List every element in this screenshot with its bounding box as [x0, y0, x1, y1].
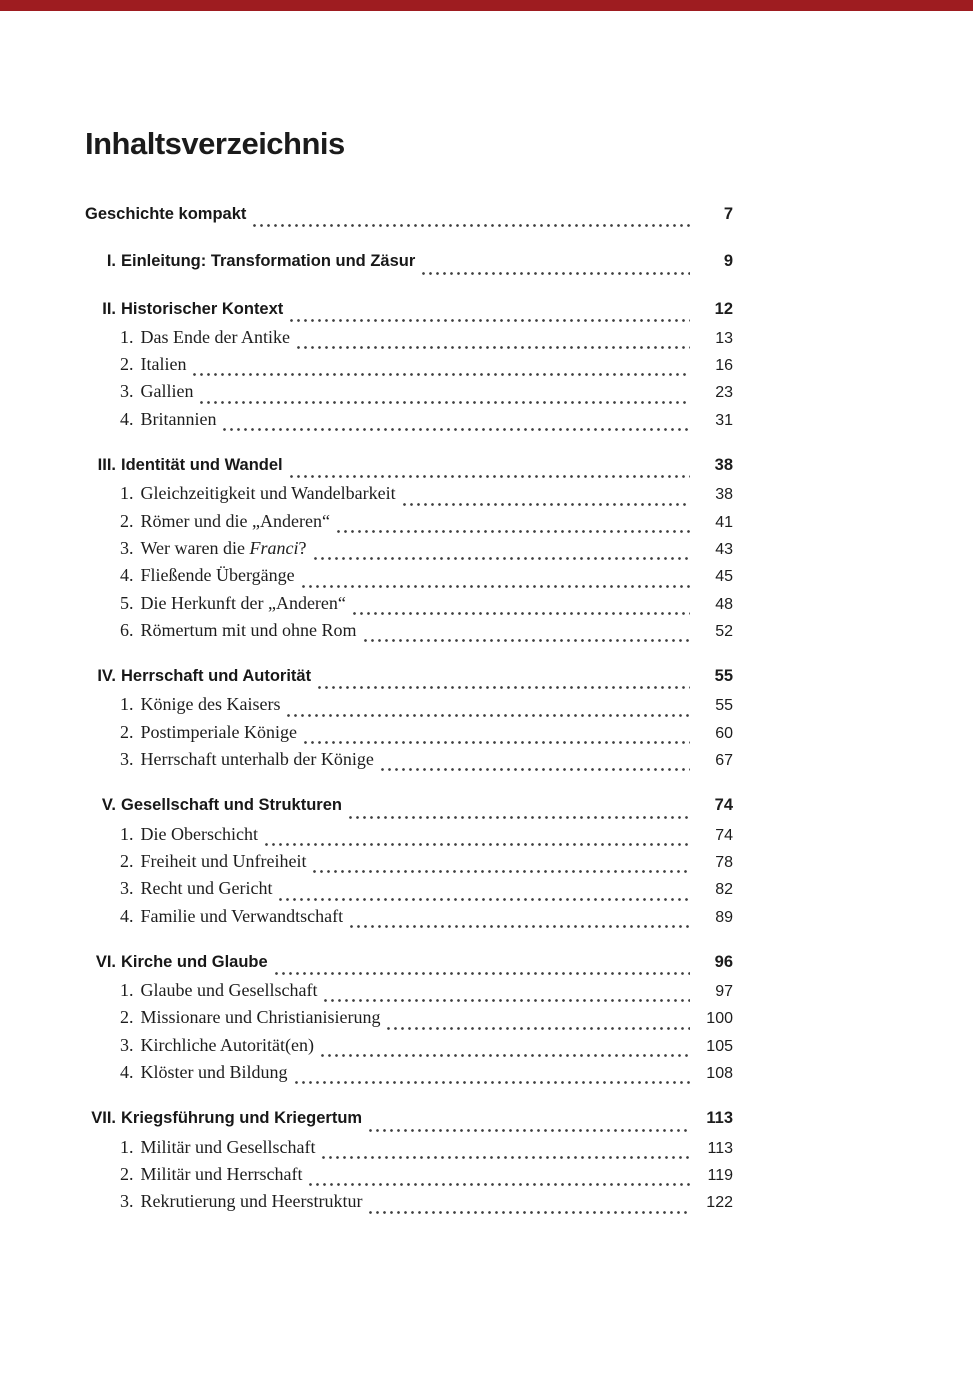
entry-label: Könige des Kaisers: [140, 694, 281, 715]
toc-row: [85, 327, 733, 354]
entry-label: Fließende Übergänge: [140, 565, 295, 586]
page-number: 119: [707, 1166, 733, 1184]
dot-leader: [290, 319, 690, 322]
toc-row: [85, 851, 733, 878]
page-number: 7: [723, 205, 733, 223]
toc-row: [85, 1109, 733, 1136]
dot-leader: [223, 428, 690, 431]
dot-leader: [321, 1054, 690, 1057]
toc-row: [85, 1062, 733, 1089]
page-number: 9: [723, 252, 733, 271]
toc-group: [85, 796, 733, 932]
entry-number: 3.: [120, 749, 134, 770]
dot-leader: [313, 870, 690, 873]
page-number: 113: [706, 1109, 733, 1128]
toc-row: [85, 205, 733, 232]
dot-leader: [309, 1183, 690, 1186]
toc-group: [85, 252, 733, 279]
entry-label: Familie und Verwandtschaft: [140, 905, 344, 926]
entry-number: V.: [101, 796, 116, 815]
dot-leader: [200, 401, 690, 404]
dot-leader: [302, 585, 690, 588]
toc-group: [85, 953, 733, 1089]
toc-row: [85, 796, 733, 823]
entry-number: 2.: [120, 1007, 134, 1028]
toc-row: [85, 1137, 733, 1164]
entry-number: IV.: [97, 667, 116, 686]
entry-number: 3.: [120, 1034, 134, 1055]
toc-row: [85, 824, 733, 851]
page-number: 45: [715, 568, 733, 586]
toc-row: [85, 906, 733, 933]
entry-number: 1.: [120, 483, 134, 504]
toc-row: [85, 252, 733, 279]
toc-row: [85, 456, 733, 483]
entry-number: 1.: [120, 823, 134, 844]
toc-row: [85, 953, 733, 980]
entry-label: Wer waren die Franci?: [140, 537, 307, 558]
dot-leader: [279, 898, 690, 901]
entry-number: 1.: [120, 694, 134, 715]
entry-label: Römertum mit und ohne Rom: [140, 619, 357, 640]
entry-number: 4.: [120, 565, 134, 586]
toc-group: [85, 1109, 733, 1218]
toc-group: [85, 456, 733, 647]
entry-label: Geschichte kompakt: [85, 205, 247, 223]
toc-row: [85, 722, 733, 749]
entry-number: II.: [102, 299, 116, 318]
entry-label: Klöster und Bildung: [140, 1062, 288, 1083]
entry-number: 3.: [120, 1191, 134, 1212]
entry-number: 6.: [120, 619, 134, 640]
entry-label: Rekrutierung und Heerstruktur: [140, 1191, 363, 1212]
page-number: 100: [706, 1010, 733, 1028]
toc-group: [85, 667, 733, 776]
entry-label: Postimperiale Könige: [140, 721, 297, 742]
entry-number: III.: [97, 456, 116, 475]
dot-leader: [304, 741, 690, 744]
toc-row: [85, 538, 733, 565]
page-number: 38: [715, 486, 733, 504]
toc-row: [85, 354, 733, 381]
dot-leader: [422, 272, 690, 275]
entry-number: 1.: [120, 1136, 134, 1157]
toc-row: [85, 511, 733, 538]
entry-label: Das Ende der Antike: [140, 326, 290, 347]
toc-row: [85, 565, 733, 592]
entry-number: 4.: [120, 1062, 134, 1083]
page-number: 43: [715, 540, 733, 558]
entry-number: 2.: [120, 354, 134, 375]
dot-leader: [322, 1156, 690, 1159]
dot-leader: [381, 768, 690, 771]
entry-number: VI.: [95, 952, 116, 971]
page-number: 16: [715, 357, 733, 375]
entry-label: Missionare und Christianisierung: [140, 1007, 381, 1028]
toc-row: [85, 1191, 733, 1218]
entry-label: Römer und die „Anderen“: [140, 510, 330, 531]
page-content: [0, 125, 733, 1219]
entry-number: 3.: [120, 537, 134, 558]
dot-leader: [275, 972, 690, 975]
dot-leader: [265, 843, 690, 846]
toc-group: [85, 205, 733, 232]
dot-leader: [295, 1081, 691, 1084]
entry-label: Herrschaft und Autorität: [121, 667, 312, 686]
dot-leader: [349, 816, 690, 819]
entry-number: 3.: [120, 381, 134, 402]
entry-label: Kriegsführung und Kriegertum: [121, 1109, 363, 1128]
entry-number: 1.: [120, 980, 134, 1001]
entry-label: Italien: [140, 354, 187, 375]
toc-row: [85, 667, 733, 694]
dot-leader: [324, 999, 690, 1002]
page-number: 55: [714, 667, 733, 686]
entry-label: Kirchliche Autorität(en): [140, 1034, 314, 1055]
toc-row: [85, 980, 733, 1007]
page-number: 108: [706, 1065, 733, 1083]
toc-row: [85, 620, 733, 647]
toc-row: [85, 694, 733, 721]
dot-leader: [290, 475, 690, 478]
entry-label: Britannien: [140, 408, 217, 429]
page-top-accent-bar: [0, 0, 973, 11]
entry-number: 2.: [120, 510, 134, 531]
dot-leader: [193, 373, 690, 376]
entry-label: Militär und Herrschaft: [140, 1163, 303, 1184]
entry-label: Historischer Kontext: [121, 299, 284, 318]
toc-row: [85, 878, 733, 905]
toc-row: [85, 300, 733, 327]
dot-leader: [403, 503, 690, 506]
entry-number: VII.: [91, 1109, 116, 1128]
entry-number: 2.: [120, 1163, 134, 1184]
entry-number: I.: [106, 252, 116, 271]
page-number: 96: [714, 952, 733, 971]
page-number: 74: [714, 796, 733, 815]
toc-row: [85, 381, 733, 408]
entry-number: 2.: [120, 850, 134, 871]
toc-row: [85, 483, 733, 510]
page-number: 97: [715, 983, 733, 1001]
page-number: 105: [706, 1037, 733, 1055]
dot-leader: [314, 557, 691, 560]
page-number: 67: [715, 752, 733, 770]
dot-leader: [253, 224, 690, 227]
page-number: 113: [707, 1139, 733, 1157]
dot-leader: [369, 1129, 690, 1132]
toc-row: [85, 749, 733, 776]
entry-label: Herrschaft unterhalb der Könige: [140, 749, 374, 770]
toc-row: [85, 593, 733, 620]
page-number: 41: [715, 513, 733, 531]
dot-leader: [369, 1211, 690, 1214]
entry-number: 2.: [120, 721, 134, 742]
page-number: 55: [715, 697, 733, 715]
entry-label: Glaube und Gesellschaft: [140, 980, 318, 1001]
entry-number: 5.: [120, 592, 134, 613]
entry-label: Einleitung: Transformation und Zäsur: [121, 252, 416, 271]
toc-row: [85, 409, 733, 436]
page-number: 48: [715, 595, 733, 613]
dot-leader: [287, 714, 690, 717]
entry-label: Freiheit und Unfreiheit: [140, 850, 307, 871]
entry-number: 3.: [120, 878, 134, 899]
dot-leader: [337, 530, 690, 533]
page-number: 13: [715, 329, 733, 347]
page-number: 38: [714, 456, 733, 475]
page-number: 78: [715, 853, 733, 871]
entry-label: Gallien: [140, 381, 194, 402]
dot-leader: [353, 612, 690, 615]
entry-label: Kirche und Glaube: [121, 952, 268, 971]
page-number: 74: [715, 826, 733, 844]
entry-label: Militär und Gesellschaft: [140, 1136, 316, 1157]
page-number: 12: [714, 299, 733, 318]
dot-leader: [297, 346, 690, 349]
toc-row: [85, 1164, 733, 1191]
entry-label: Gleichzeitigkeit und Wandelbarkeit: [140, 483, 396, 504]
page-title: Inhaltsverzeichnis: [85, 126, 345, 161]
toc-row: [85, 1007, 733, 1034]
page-number: 60: [715, 724, 733, 742]
page-number: 89: [715, 908, 733, 926]
toc-group: [85, 300, 733, 436]
page-number: 23: [715, 384, 733, 402]
page-number: 31: [715, 411, 733, 429]
entry-label: Gesellschaft und Strukturen: [121, 796, 342, 815]
entry-label: Die Oberschicht: [140, 823, 258, 844]
dot-leader: [387, 1027, 690, 1030]
page-number: 122: [706, 1194, 733, 1212]
toc: [85, 205, 733, 1219]
dot-leader: [350, 925, 690, 928]
entry-label: Recht und Gericht: [140, 878, 273, 899]
dot-leader: [364, 639, 691, 642]
entry-label: Identität und Wandel: [121, 456, 283, 475]
entry-number: 4.: [120, 905, 134, 926]
page-number: 52: [715, 622, 733, 640]
entry-number: 4.: [120, 408, 134, 429]
entry-number: 1.: [120, 326, 134, 347]
page-number: 82: [715, 881, 733, 899]
toc-row: [85, 1035, 733, 1062]
dot-leader: [318, 686, 690, 689]
entry-label: Die Herkunft der „Anderen“: [140, 592, 346, 613]
